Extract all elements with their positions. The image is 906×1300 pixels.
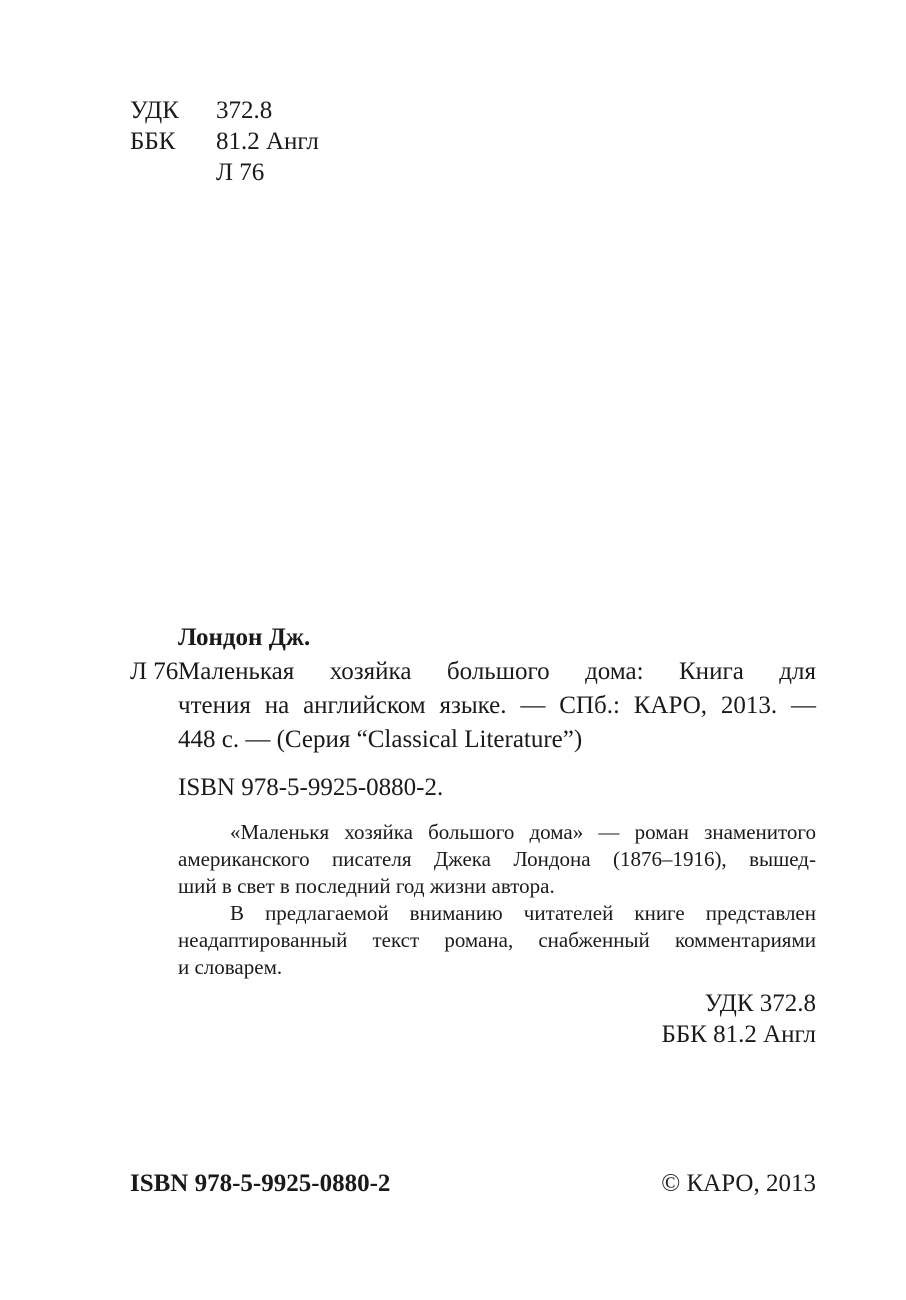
footer-isbn: ISBN 978-5-9925-0880-2 xyxy=(130,1170,391,1197)
udk-row xyxy=(130,96,272,126)
udk-label: УДК xyxy=(130,97,179,124)
entry-isbn: ISBN 978-5-9925-0880-2. xyxy=(178,774,444,801)
description-line: 448 с. — (Серия “Classical Literature”) xyxy=(178,726,583,753)
udk-right: УДК 372.8 xyxy=(704,990,816,1017)
bibliographic-description xyxy=(178,655,816,757)
footer-copyright: © КАРО, 2013 xyxy=(661,1170,816,1197)
annotation xyxy=(178,819,816,981)
bbk-label: ББК xyxy=(130,128,176,155)
entry-code: Л 76 xyxy=(130,658,179,685)
description-line: чтения на английском языке. — СПб.: КАРО, 2013. — xyxy=(178,692,816,719)
annotation-line: американского писателя Джека Лондона (1876–1916), вышед- xyxy=(178,847,816,871)
description-line: Маленькая хозяйка большого дома: Книга для xyxy=(178,658,816,685)
annotation-line: «Маленькя хозяйка большого дома» — роман знаменитого xyxy=(230,820,816,844)
entry-author: Лондон Дж. xyxy=(178,624,311,651)
annotation-line: В предлагаемой вниманию читателей книге представлен xyxy=(230,901,816,925)
annotation-line: и словарем. xyxy=(178,955,283,979)
udk-value: 372.8 xyxy=(216,97,273,124)
annotation-line: неадаптированный текст романа, снабженный комментариями xyxy=(178,928,816,952)
bbk-right: ББК 81.2 Англ xyxy=(661,1021,816,1048)
author-mark-row xyxy=(130,158,264,188)
author-mark: Л 76 xyxy=(216,159,265,186)
bbk-row xyxy=(130,127,319,157)
bbk-value: 81.2 Англ xyxy=(216,128,319,155)
annotation-line: ший в свет в последний год жизни автора. xyxy=(178,874,555,898)
